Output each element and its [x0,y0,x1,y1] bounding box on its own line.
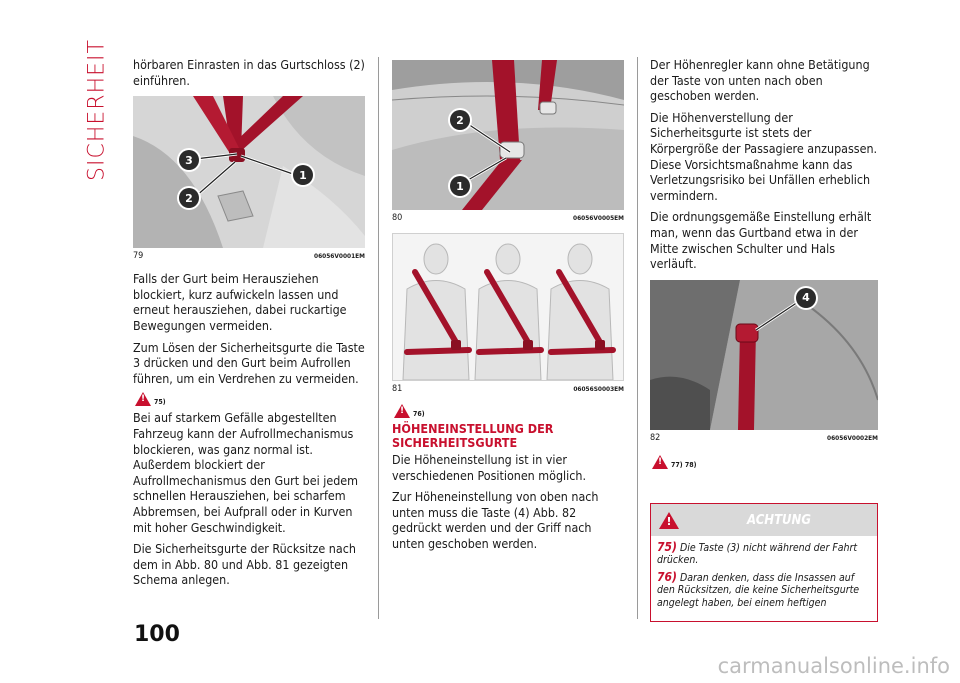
figure-82-illustration [650,280,878,430]
paragraph: Die ordnungsgemäße Einstellung erhält man, wenn das Gurtband etwa in der Mitte zwischen Schulter und Hals verläuft. [650,209,872,272]
callout-2: 2 [450,110,470,130]
figure-number: 80 [392,213,403,223]
column-divider [378,57,379,619]
section-heading: HÖHENEINSTELLUNG DER SICHERHEITSGURTE [392,421,554,450]
warning-triangle-icon [135,392,151,406]
figure-number: 79 [133,251,144,262]
figure-80-caption [392,213,624,223]
warning-box [650,503,878,622]
figure-code: 06056S0003EM [573,385,624,393]
column-2 [392,57,624,558]
section-title-vertical: SICHERHEIT [84,39,110,181]
paragraph: Zum Lösen der Sicherheitsgurte die Taste 3 drücken und den Gurt beim Aufrollen führen, um ein Verdrehen zu vermeiden. [133,339,365,386]
figure-80-height-adjuster [392,60,624,210]
paragraph: Zur Höheneinstellung von oben nach unten muss die Taste (4) Abb. 82 gedrückt werden und der Griff nach unten geschoben werden. [392,489,599,551]
warning-reference: ! 77) 78) [652,455,878,469]
figure-82-caption [650,433,878,443]
warning-item: 75) Die Taste (3) nicht während der Fahrt drücken. [657,540,858,567]
warning-item: 76) Daran denken, dass die Insassen auf den Rücksitzen, die keine Sicherheitsgurte angelegt haben, bei einem heftigen [657,569,860,609]
figure-80-illustration [392,60,624,210]
column-3 [650,57,878,473]
column-divider [637,57,638,619]
paragraph: Bei auf starkem Gefälle abgestellten Fahrzeug kann der Aufrollmechanismus blockieren, was ganz normal ist. Außerdem blockiert der Aufrollmechanismus den Gurt bei jedem schnellen Herausziehen, bei scharfem Abbremsen, bei Aufprall oder in Kurven mit hoher Geschwindigkeit. [133,410,358,535]
callout-1: 1 [293,165,313,185]
figure-code: 06056V0002EM [827,433,878,442]
callout-3: 3 [179,150,199,170]
warning-reference: ! 76) [394,404,624,418]
paragraph: Die Sicherheitsgurte der Rücksitze nach dem in Abb. 80 und Abb. 81 gezeigten Schema anlegen. [133,541,356,588]
callout-4: 4 [796,288,816,308]
paragraph: Die Höhenverstellung der Sicherheitsgurte ist stets der Körpergröße der Passagiere anzupassen. Diese Vorsichtsmaßnahme kann das Verletzungsrisiko bei Unfällen erheblich vermindern. [650,109,878,203]
figure-code: 06056V0001EM [314,252,365,261]
warning-box-title: ACHTUNG [747,512,811,528]
callout-1: 1 [450,176,470,196]
paragraph: hörbaren Einrasten in das Gurtschloss (2) einführen. [133,57,365,88]
page-number: 100 [134,622,180,647]
figure-number: 81 [392,384,403,394]
figure-81-illustration [393,234,623,380]
figure-number: 82 [650,432,661,443]
paragraph: Der Höhenregler kann ohne Betätigung der Taste von unten nach oben geschoben werden. [650,57,870,104]
figure-79-illustration [133,96,365,248]
warning-reference: ! 75) [135,392,365,406]
figure-79-seat-belt-buckle [133,96,365,248]
figure-code: 06056V0005EM [573,214,624,222]
warning-box-header [651,504,877,536]
figure-81-rear-seat-belts [392,233,624,381]
paragraph: Die Höheneinstellung ist in vier verschiedenen Positionen möglich. [392,452,586,483]
figure-79-caption [133,251,365,261]
paragraph: Falls der Gurt beim Herausziehen blockiert, kurz aufwickeln lassen und erneut herausziehen, dabei ruckartige Bewegungen vermeiden. [133,271,347,333]
figure-82-height-adjuster-button [650,280,878,430]
column-1 [133,57,365,594]
warning-triangle-icon [659,512,679,529]
watermark: carmanualsonline.info [717,654,950,678]
figure-81-caption [392,384,624,394]
warning-triangle-icon [394,404,410,418]
warning-triangle-icon [652,455,668,469]
warning-box-body [651,536,877,618]
callout-2: 2 [179,188,199,208]
